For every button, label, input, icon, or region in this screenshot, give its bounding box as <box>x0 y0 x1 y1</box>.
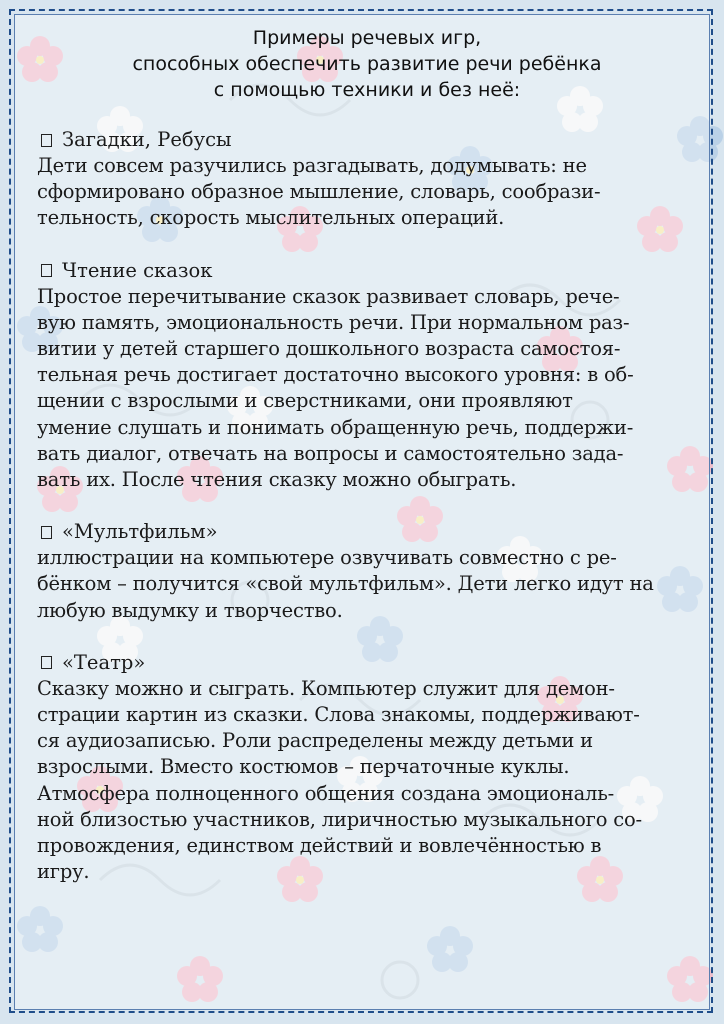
section-riddles <box>37 127 697 232</box>
text-line: Сказку можно и сыграть. Компьютер служит для демон- <box>37 676 615 700</box>
section-body <box>37 284 697 494</box>
text-line: Простое перечитывание сказок развивает словарь, рече- <box>37 284 620 308</box>
section-cartoon <box>37 519 697 624</box>
text-line: бёнком – получится «свой мультфильм». Дети легко идут на <box>37 572 654 596</box>
section-theatre <box>37 650 697 886</box>
text-line: иллюстрации на компьютере озвучивать совместно с ре- <box>37 546 617 570</box>
section-body <box>37 153 697 232</box>
document-content <box>37 25 697 911</box>
text-line: вать диалог, отвечать на вопросы и самостоятельно зада- <box>37 441 624 465</box>
text-line: игру. <box>37 860 90 884</box>
text-line: умение слушать и понимать обращенную речь, поддержи- <box>37 415 634 439</box>
section-heading <box>37 258 697 284</box>
page-title <box>37 25 697 103</box>
text-line: щении с взрослыми и сверстниками, они проявляют <box>37 389 573 413</box>
text-line: страции картин из сказки. Слова знакомы, поддерживают- <box>37 703 640 727</box>
text-line: вать их. После чтения сказку можно обыграть. <box>37 468 517 492</box>
text-line: Атмосфера полноценного общения создана эмоциональ- <box>37 781 615 805</box>
text-line: ся аудиозаписью. Роли распределены между детьми и <box>37 729 593 753</box>
inner-border <box>14 14 710 1010</box>
text-line: тельность, скорость мыслительных операций. <box>37 206 505 230</box>
heading-text: Чтение сказок <box>62 258 213 282</box>
heading-text: «Мультфильм» <box>62 520 218 544</box>
text-line: взрослыми. Вместо костюмов – перчаточные куклы. <box>37 755 570 779</box>
checkbox-bullet-icon <box>41 526 52 539</box>
section-body <box>37 676 697 886</box>
title-line: способных обеспечить развитие речи ребёнка <box>132 53 602 75</box>
text-line: любую выдумку и творчество. <box>37 598 343 622</box>
heading-text: Загадки, Ребусы <box>62 128 232 151</box>
section-body <box>37 545 697 624</box>
checkbox-bullet-icon <box>41 264 52 277</box>
text-line: провождения, единством действий и вовлечённостью в <box>37 834 602 858</box>
text-line: тельная речь достигает достаточно высокого уровня: в об- <box>37 363 634 387</box>
section-fairy-tales <box>37 258 697 494</box>
title-line: с помощью техники и без неё: <box>213 79 521 101</box>
checkbox-bullet-icon <box>41 656 52 669</box>
text-line: Дети совсем разучились разгадывать, додумывать: не <box>37 154 587 177</box>
heading-text: «Театр» <box>62 650 146 674</box>
text-line: витии у детей старшего дошкольного возраста самостоя- <box>37 337 621 361</box>
section-heading <box>37 650 697 676</box>
text-line: ной близостью участников, лиричностью музыкального со- <box>37 807 642 831</box>
checkbox-bullet-icon <box>41 134 52 147</box>
text-line: сформировано образное мышление, словарь, сообрази- <box>37 180 601 204</box>
section-heading <box>37 519 697 545</box>
text-line: вую память, эмоциональность речи. При нормальном раз- <box>37 310 630 334</box>
title-line: Примеры речевых игр, <box>252 27 482 49</box>
section-heading <box>37 127 697 153</box>
